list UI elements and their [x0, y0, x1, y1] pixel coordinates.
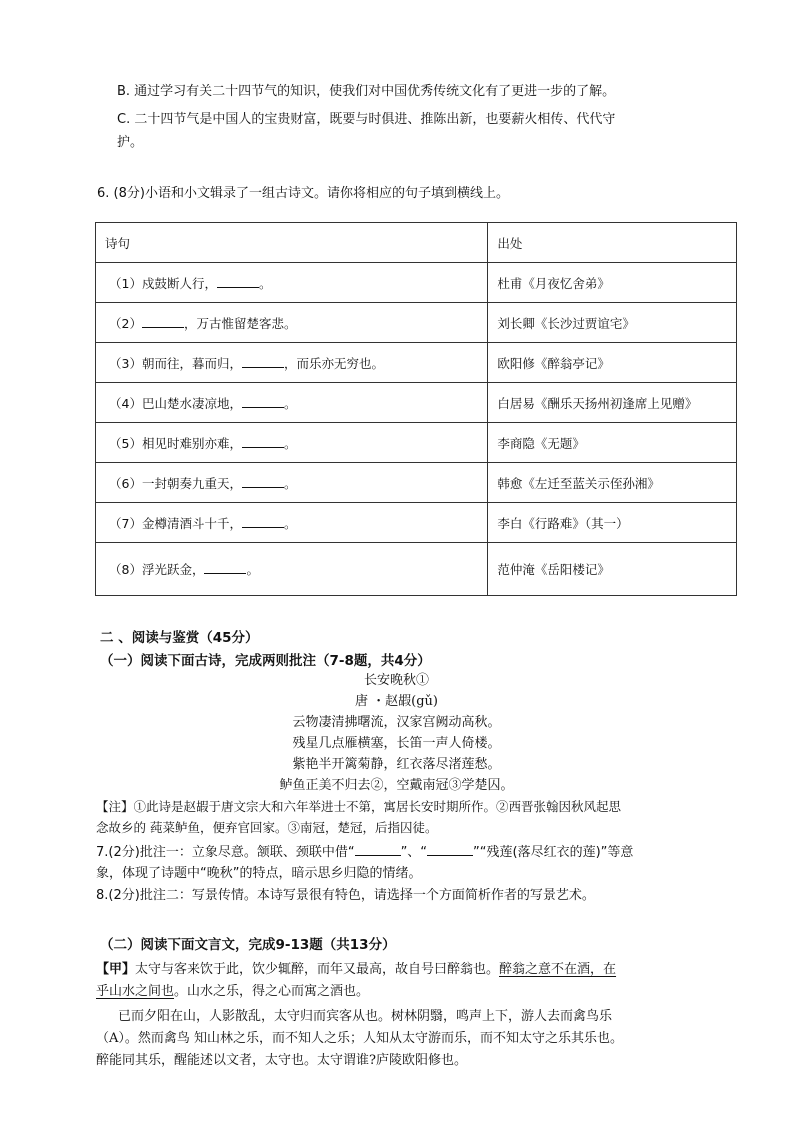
poem-author: 唐 ・赵嘏(gǔ) — [355, 694, 438, 709]
poem-text: （7）金樽清酒斗十千， — [109, 515, 242, 531]
poem-text: 。 — [258, 275, 272, 291]
table-row — [96, 543, 737, 596]
poem-source-table — [95, 222, 737, 596]
answer-blank[interactable] — [242, 527, 284, 528]
poem-line: 云物凄清拂曙流，汉家宫阙动高秋。 — [292, 715, 501, 730]
question-6-prompt: 6. (8分)小语和小文辑录了一组古诗文。请你将相应的句子填到横线上。 — [97, 186, 509, 201]
answer-blank[interactable] — [242, 447, 284, 448]
header-source: 出处 — [488, 223, 737, 263]
source-cell: 白居易《酬乐天扬州初逢席上见赠》 — [488, 383, 737, 423]
poem-text: （4）巴山楚水凄凉地， — [109, 395, 242, 411]
poem-cell — [96, 503, 488, 543]
answer-blank[interactable] — [242, 487, 284, 488]
option-c-line2: 护。 — [117, 135, 144, 150]
jia-label: 【甲】 — [96, 962, 136, 977]
answer-blank[interactable] — [217, 287, 259, 288]
poem-text: （3）朝而往，暮而归， — [109, 355, 242, 371]
source-cell: 欧阳修《醉翁亭记》 — [488, 343, 737, 383]
question-7-text: 7.(2分)批注一：立象尽意。颔联、颈联中借“ — [96, 845, 355, 860]
source-cell: 韩愈《左迁至蓝关示侄孙湘》 — [488, 463, 737, 503]
answer-blank[interactable] — [427, 855, 473, 856]
passage-para-2-line-1: 已而夕阳在山，人影散乱，太守归而宾客从也。树林阴翳，鸣声上下，游人去而禽鸟乐 — [118, 1009, 613, 1024]
answer-blank[interactable] — [242, 407, 284, 408]
poem-text: （5）相见时难别亦难， — [109, 435, 242, 451]
table-row — [96, 423, 737, 463]
poem-line: 鲈鱼正美不归去②，空戴南冠③学楚囚。 — [279, 778, 514, 793]
poem-text: 。 — [283, 435, 297, 451]
option-c-line1: C. 二十四节气是中国人的宝贵财富，既要与时俱进、推陈出新，也要薪火相传、代代守 — [117, 112, 616, 127]
poem-title: 长安晚秋① — [363, 673, 429, 688]
underlined-sentence: 醉翁之意不在酒，在 — [499, 962, 617, 977]
passage-text: 太守与客来饮于此，饮少辄醉，而年又最高，故自号曰醉翁也。 — [135, 962, 500, 977]
table-row — [96, 303, 737, 343]
poem-text: 。 — [283, 475, 297, 491]
poem-text: 。 — [246, 562, 259, 577]
header-poem-line: 诗句 — [96, 223, 488, 263]
poem-cell — [96, 263, 488, 303]
source-cell: 刘长卿《长沙过贾谊宅》 — [488, 303, 737, 343]
part-1-title: （一）阅读下面古诗，完成两则批注（7-8题，共4分） — [100, 653, 431, 669]
poem-text: （1）戍鼓断人行， — [109, 275, 217, 291]
source-cell: 范仲淹《岳阳楼记》 — [488, 543, 737, 596]
poem-text: 。 — [283, 395, 297, 411]
question-8: 8.(2分)批注二：写景传情。本诗写景很有特色，请选择一个方面简析作者的写景艺术。 — [96, 888, 595, 903]
source-cell: 李商隐《无题》 — [488, 423, 737, 463]
table-row — [96, 343, 737, 383]
question-7-line-2: 象，体现了诗题中“晚秋”的特点，暗示思乡归隐的情绪。 — [96, 866, 422, 881]
section-2-title: 二 、阅读与鉴赏（45分） — [100, 630, 259, 646]
passage-jia-line-2 — [96, 980, 369, 999]
passage-para-2-line-2: （A）。然而禽鸟 知山林之乐，而不知人之乐；人知从太守游而乐，而不知太守之乐其乐也。 — [96, 1031, 624, 1046]
passage-para-2-line-3: 醉能同其乐，醒能述以文者，太守也。太守谓谁?庐陵欧阳修也。 — [96, 1053, 467, 1068]
part-2-title: （二）阅读下面文言文，完成9-13题（共13分） — [100, 937, 396, 953]
source-cell: 李白《行路难》（其一） — [488, 503, 737, 543]
source-cell: 杜甫《月夜忆舍弟》 — [488, 263, 737, 303]
table-header-row — [96, 223, 737, 263]
note-line-1: 【注】①此诗是赵嘏于唐文宗大和六年举进士不第，寓居长安时期所作。②西晋张翰因秋风起思 — [96, 799, 622, 814]
table-row — [96, 263, 737, 303]
question-7-text: ”、“ — [400, 845, 428, 860]
answer-blank[interactable] — [204, 573, 246, 574]
table-row — [96, 503, 737, 543]
poem-cell — [96, 343, 488, 383]
underlined-sentence: 乎山水之间也 — [96, 984, 175, 999]
question-7 — [96, 841, 633, 860]
poem-line: 紫艳半开篱菊静，红衣落尽渚莲愁。 — [292, 757, 501, 772]
table-row — [96, 383, 737, 423]
poem-cell — [96, 423, 488, 463]
poem-text: 。 — [283, 515, 297, 531]
poem-text: （6）一封朝奏九重天， — [109, 475, 242, 491]
table-row — [96, 463, 737, 503]
poem-text: （2） — [109, 315, 142, 331]
poem-cell — [96, 383, 488, 423]
option-b: B. 通过学习有关二十四节气的知识，使我们对中国优秀传统文化有了更进一步的了解。 — [117, 84, 616, 99]
answer-blank[interactable] — [142, 327, 184, 328]
poem-text: （8）浮光跃金， — [109, 562, 205, 577]
poem-cell — [96, 303, 488, 343]
answer-blank[interactable] — [355, 855, 401, 856]
poem-line: 残星几点雁横塞，长笛一声人倚楼。 — [292, 736, 501, 751]
answer-blank[interactable] — [242, 367, 284, 368]
question-7-text: ”“残莲(落尽红衣的莲)”等意 — [473, 845, 634, 860]
passage-text: 。山水之乐，得之心而寓之酒也。 — [174, 984, 370, 999]
passage-jia-line-1 — [96, 958, 616, 977]
note-line-2: 念故乡的 莼菜鲈鱼，便弃官回家。③南冠，楚冠，后指囚徒。 — [96, 820, 438, 835]
poem-cell — [96, 543, 488, 596]
poem-text: ，而乐亦无穷也。 — [283, 355, 384, 371]
poem-text: ，万古惟留楚客悲。 — [183, 315, 297, 331]
poem-cell — [96, 463, 488, 503]
